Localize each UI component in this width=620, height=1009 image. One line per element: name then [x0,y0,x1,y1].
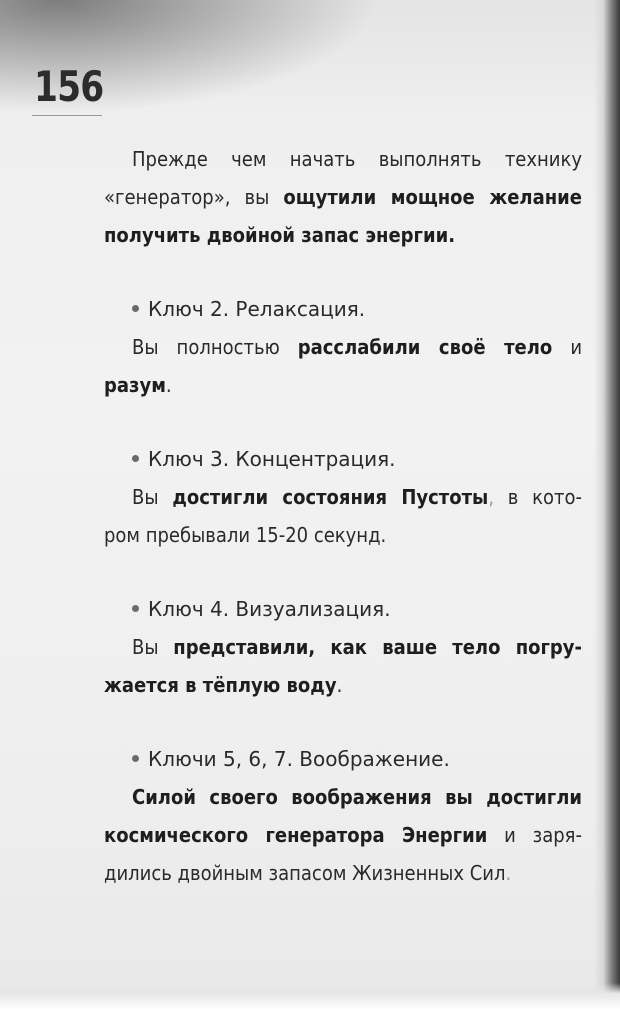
intro-line-3: получить двойной запас энергии. [104,223,456,247]
key-4-heading: Ключ 4. Визуализация. [104,590,582,628]
bullet-icon [132,605,139,612]
key-2-heading: Ключ 2. Релаксация. [104,290,582,328]
key-3-heading: Ключ 3. Концентрация. [104,440,582,478]
page-number: 156 [34,62,104,111]
key-567-heading: Ключи 5, 6, 7. Воображение. [104,740,582,778]
key-2-line-1: Вы полностью расслабили своё тело и [132,335,583,359]
key-4-line-2: жается в тёплую воду. [104,673,343,697]
key-567-line-3: дились двойным запасом Жизненных Сил. [104,861,512,885]
key-2-line-2: разум. [104,373,172,397]
key-3-text [104,478,582,554]
page-text [104,140,582,892]
key-2-text [104,328,582,404]
spacer [104,704,582,740]
bullet-icon [132,305,139,312]
key-567-text [104,778,582,892]
intro-line-2: «генератор», вы ощутили мощное желание [104,185,582,209]
key-3-line-1: Вы достигли состояния Пустоты, в кото- [132,485,583,509]
spacer [104,554,582,590]
key-3-line-2: ром пребывали 15-20 секунд. [104,523,387,547]
page-number-underline [32,115,102,116]
spacer [104,254,582,290]
key-4-line-1: Вы представили, как ваше тело погру- [132,635,583,659]
bullet-icon [132,755,139,762]
key-567-line-1: Силой своего воображения вы достигли [132,785,582,809]
spacer [104,404,582,440]
intro-paragraph [104,140,582,254]
key-567-line-2: космического генератора Энергии и заря- [104,823,582,847]
key-4-text [104,628,582,704]
intro-line-1: Прежде чем начать выполнять технику [132,147,582,171]
page-bottom-edge [0,983,620,1009]
bullet-icon [132,455,139,462]
page-edge-shadow [594,0,620,1009]
